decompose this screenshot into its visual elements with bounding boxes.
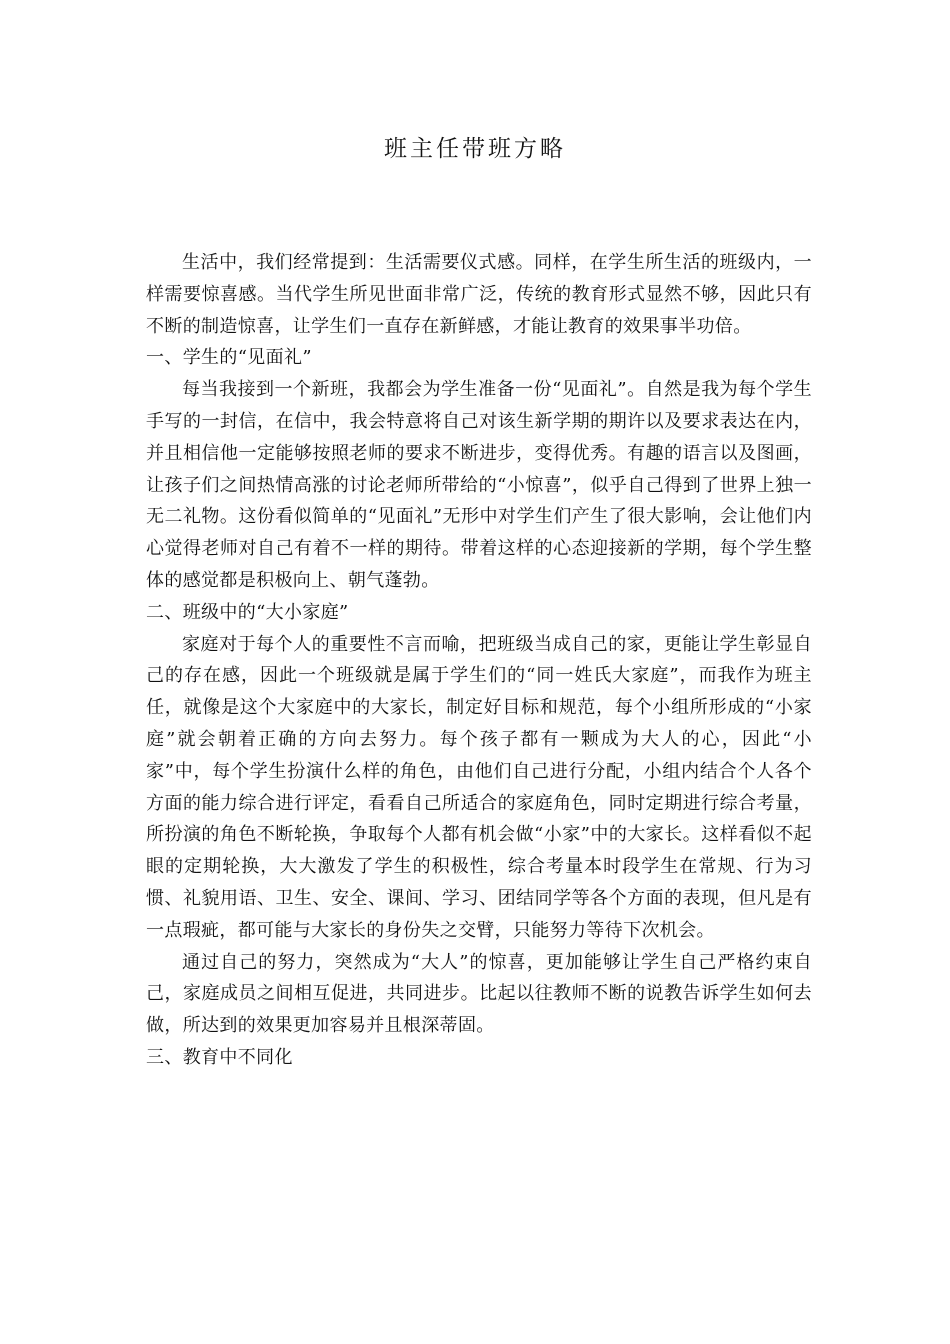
intro-paragraph: 生活中，我们经常提到：生活需要仪式感。同样，在学生所生活的班级内，一样需要惊喜感。当代学生所见世面非常广泛，传统的教育形式显然不够，因此只有不断的制造惊喜，让学生们一直存在新鲜感，才能让教育的效果事半功倍。: [146, 252, 812, 337]
section-heading-3: 三、教育中不同化: [146, 1046, 293, 1068]
section-2-paragraph-1: 家庭对于每个人的重要性不言而喻，把班级当成自己的家，更能让学生彰显自己的存在感，因此一个班级就是属于学生们的“同一姓氏大家庭”，而我作为班主任，就像是这个大家庭中的大家长，制定好目标和规范，每个小组所形成的“小家庭”就会朝着正确的方向去努力。每个孩子都有一颗成为大人的心，因此“小家”中，每个学生扮演什么样的角色，由他们自己进行分配，小组内结合个人各个方面的能力综合进行评定，看看自己所适合的家庭角色，同时定期进行综合考量，所扮演的角色不断轮换，争取每个人都有机会做“小家”中的大家长。这样看似不起眼的定期轮换，大大激发了学生的积极性，综合考量本时段学生在常规、行为习惯、礼貌用语、卫生、安全、课间、学习、团结同学等各个方面的表现，但凡是有一点瑕疵，都可能与大家长的身份失之交臂，只能努力等待下次机会。: [146, 633, 812, 941]
document-title: 班主任带班方略: [384, 136, 566, 162]
section-1-paragraph: 每当我接到一个新班，我都会为学生准备一份“见面礼”。自然是我为每个学生手写的一封信，在信中，我会特意将自己对该生新学期的期许以及要求表达在内，并且相信他一定能够按照老师的要求不断进步，变得优秀。有趣的语言以及图画，让孩子们之间热情高涨的讨论老师所带给的“小惊喜”，似乎自己得到了世界上独一无二礼物。这份看似简单的“见面礼”无形中对学生们产生了很大影响，会让他们内心觉得老师对自己有着不一样的期待。带着这样的心态迎接新的学期，每个学生整体的感觉都是积极向上、朝气蓬勃。: [146, 379, 812, 591]
section-2-paragraph-2: 通过自己的努力，突然成为“大人”的惊喜，更加能够让学生自己严格约束自己，家庭成员之间相互促进，共同进步。比起以往教师不断的说教告诉学生如何去做，所达到的效果更加容易并且根深蒂固。: [146, 951, 812, 1037]
section-heading-2: 二、班级中的“大小家庭”: [146, 601, 349, 623]
document-body: [146, 247, 812, 1074]
section-heading-1: 一、学生的“见面礼”: [146, 347, 312, 369]
